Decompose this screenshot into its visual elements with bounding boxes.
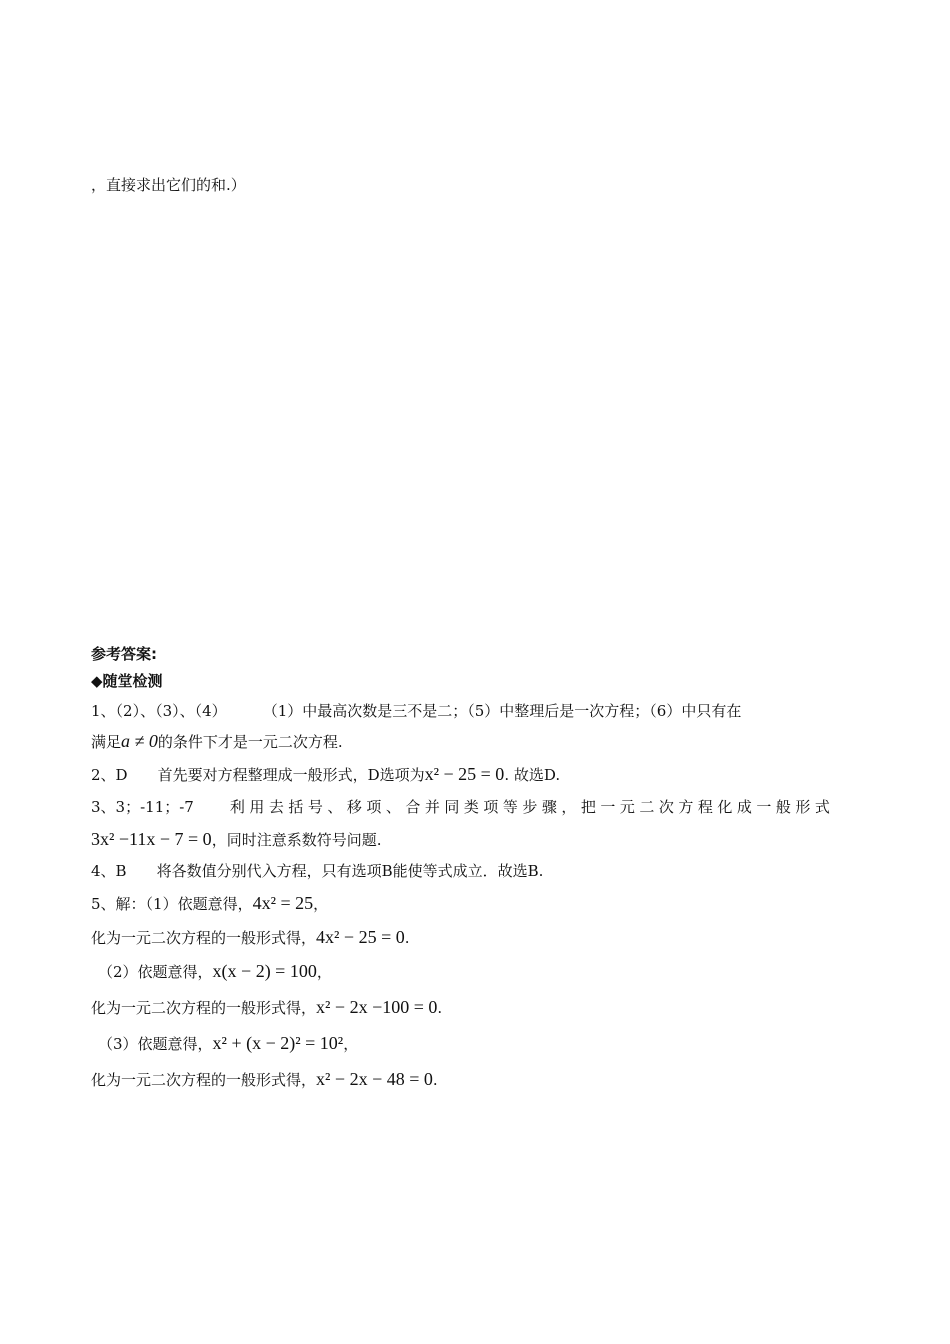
answer-1-line-2 (91, 731, 343, 752)
answer-5-line-3-math: x(x − 2) = 100 (212, 961, 317, 981)
answer-5-line-1-math: 4x² = 25 (252, 893, 314, 913)
answer-5-line-4-math: x² − 2x −100 = 0 (316, 997, 438, 1017)
answer-5-line-2-text: 化为一元二次方程的一般形式得， (91, 929, 317, 947)
answer-5-line-5-post: ， (343, 1035, 359, 1053)
fragment-text: ，直接求出它们的和.） (91, 176, 246, 194)
answer-1-line-1 (91, 701, 741, 721)
answer-2-number: 2、D (91, 766, 128, 784)
answer-5-line-6-post: . (432, 1071, 438, 1089)
answer-1-cont-post: 的条件下才是一元二次方程. (157, 733, 343, 751)
answer-2-explanation: 首先要对方程整理成一般形式，D选项为 (157, 766, 425, 784)
answer-5-line-1-post: ， (313, 895, 329, 913)
answer-4-number: 4、B (91, 862, 127, 880)
answer-5-line-2-math: 4x² − 25 = 0 (316, 927, 405, 947)
answer-3-line-2 (91, 829, 381, 850)
answer-1-math: a ≠ 0 (121, 731, 158, 751)
answer-3-explanation: 利用去括号、移项、合并同类项等步骤，把一元二次方程化成一般形式 (229, 798, 835, 816)
answer-5-line-5-text: （3）依题意得， (98, 1035, 213, 1053)
answer-1-cont-pre: 满足 (91, 733, 122, 751)
answer-5-line-2 (91, 927, 410, 948)
answer-5-line-5-math: x² + (x − 2)² = 10² (212, 1033, 344, 1053)
section-title: ◆随堂检测 (91, 672, 163, 690)
answer-3-number: 3、3；-11；-7 (91, 798, 194, 816)
answer-5-line-3-post: ， (316, 963, 332, 981)
answer-2-math: x² − 25 = 0 (424, 764, 505, 784)
answer-1-number: 1、（2）、（3）、（4） (91, 702, 227, 720)
answer-2-post: . 故选D. (504, 766, 561, 784)
answer-4-line (91, 861, 543, 881)
fragment-line (91, 175, 246, 195)
answer-5-line-2-post: . (404, 929, 410, 947)
answer-5-line-6-text: 化为一元二次方程的一般形式得， (91, 1071, 317, 1089)
answer-3-post: ，同时注意系数符号问题. (211, 831, 382, 849)
answer-5-line-3 (98, 961, 332, 982)
answer-4-explanation: 将各数值分别代入方程，只有选项B能使等式成立．故选B. (156, 862, 544, 880)
answer-5-line-4 (91, 997, 442, 1018)
answer-1-explanation: （1）中最高次数是三不是二；（5）中整理后是一次方程；（6）中只有在 (262, 702, 742, 720)
answer-5-line-4-text: 化为一元二次方程的一般形式得， (91, 999, 317, 1017)
answer-5-line-3-text: （2）依题意得， (98, 963, 213, 981)
answer-5-line-5 (98, 1033, 358, 1054)
answer-5-line-4-post: . (437, 999, 443, 1017)
answer-5-line-6-math: x² − 2x − 48 = 0 (316, 1069, 433, 1089)
answer-5-line-6 (91, 1069, 438, 1090)
answer-3-line-1 (91, 797, 834, 817)
answer-5-line-1 (91, 893, 328, 914)
answer-3-math: 3x² −11x − 7 = 0 (91, 829, 212, 849)
answer-2-line (91, 764, 560, 785)
answer-5-line-1-text: 5、解：（1）依题意得， (91, 895, 253, 913)
answers-heading: 参考答案: (91, 645, 157, 663)
